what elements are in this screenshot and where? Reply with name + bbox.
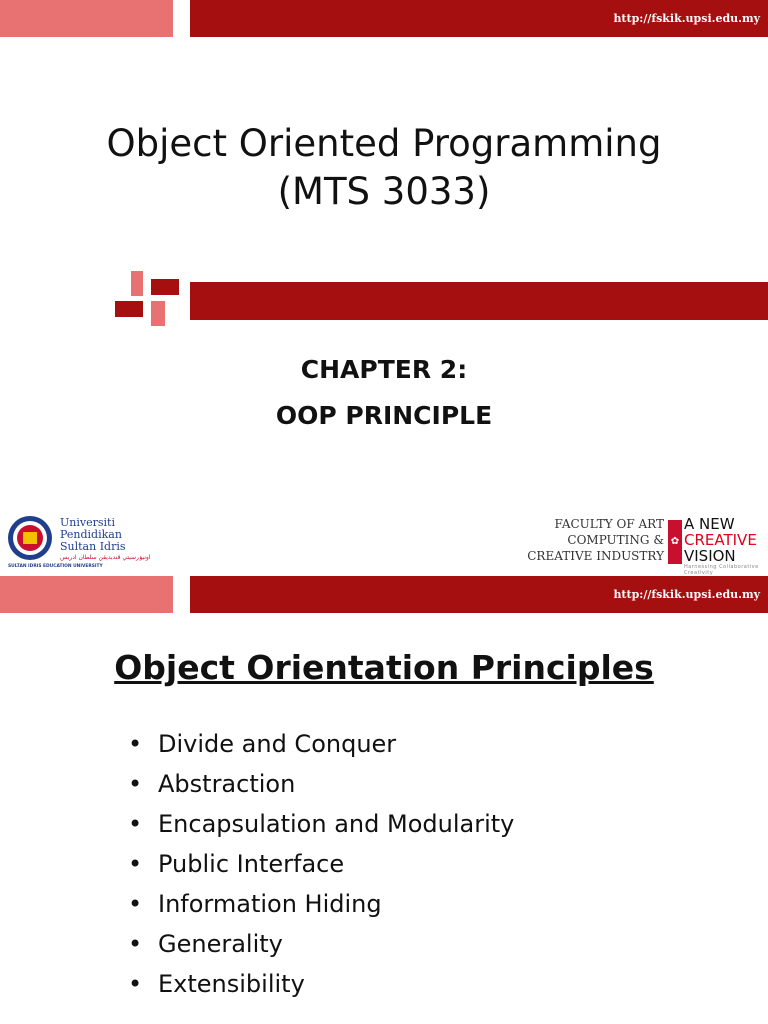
bullet-icon: •: [128, 770, 143, 798]
header-bar-light: [0, 576, 173, 613]
university-jawi: اونيۏرسيتي ڤنديديقن سلطان ادريس: [60, 554, 151, 561]
header-bar-dark: [190, 576, 768, 613]
header-bar-dark: [190, 0, 768, 37]
list-item-text: Divide and Conquer: [158, 730, 397, 758]
bullet-icon: •: [128, 850, 143, 878]
vision-line-2: CREATIVE: [684, 531, 757, 549]
list-item-text: Encapsulation and Modularity: [158, 810, 515, 838]
slide-title: [0, 120, 768, 216]
list-item-text: Information Hiding: [158, 890, 382, 918]
faculty-line-3: CREATIVE INDUSTRY: [527, 549, 664, 563]
header-url: http://fskik.upsi.edu.my: [613, 588, 760, 601]
bullet-icon: •: [128, 930, 143, 958]
list-item: [128, 724, 514, 764]
university-crest-icon: [6, 512, 151, 570]
list-item: [128, 804, 514, 844]
bullet-icon: •: [128, 890, 143, 918]
faculty-emblem-icon: ✿: [668, 520, 682, 564]
faculty-logo: [526, 514, 762, 576]
university-name-line-1: Universiti: [60, 516, 115, 529]
faculty-line-2: COMPUTING &: [567, 533, 664, 547]
list-item: [128, 884, 514, 924]
content-slide: [0, 576, 768, 1024]
list-item: [128, 764, 514, 804]
university-name-line-3: Sultan Idris: [60, 540, 126, 553]
title-line-2: (MTS 3033): [277, 170, 491, 213]
chapter-title: OOP PRINCIPLE: [275, 401, 493, 430]
faculty-name: [526, 516, 664, 564]
header-bar-light: [0, 0, 173, 37]
chapter-number: CHAPTER 2:: [300, 355, 468, 384]
decor-block: [151, 279, 179, 295]
title-line-1: Object Oriented Programming: [106, 122, 662, 165]
bullet-icon: •: [128, 810, 143, 838]
university-subtitle: SULTAN IDRIS EDUCATION UNIVERSITY: [8, 564, 103, 569]
list-item-text: Abstraction: [158, 770, 296, 798]
university-name-line-2: Pendidikan: [60, 528, 122, 541]
list-item-text: Public Interface: [158, 850, 345, 878]
decor-block: [151, 301, 165, 326]
bullet-icon: •: [128, 730, 143, 758]
divider-bar: [190, 282, 768, 320]
list-item: [128, 964, 514, 1004]
slide-heading: Object Orientation Principles: [114, 648, 654, 687]
list-item-text: Extensibility: [158, 970, 305, 998]
decor-block: [131, 271, 143, 296]
vision-line-1: A NEW: [684, 515, 735, 533]
header-url: http://fskik.upsi.edu.my: [613, 12, 760, 25]
vision-line-3: VISION: [684, 547, 736, 565]
list-item: [128, 924, 514, 964]
vision-tagline: Harnessing Collaborative Creativity: [684, 564, 759, 576]
vision-slogan: [684, 516, 757, 564]
bullet-icon: •: [128, 970, 143, 998]
decor-block: [115, 301, 143, 317]
faculty-line-1: FACULTY OF ART: [554, 517, 664, 531]
list-item-text: Generality: [158, 930, 283, 958]
principles-list: [128, 724, 514, 1004]
university-logo: [6, 512, 151, 570]
chapter-heading: [0, 347, 768, 439]
list-item: [128, 844, 514, 884]
